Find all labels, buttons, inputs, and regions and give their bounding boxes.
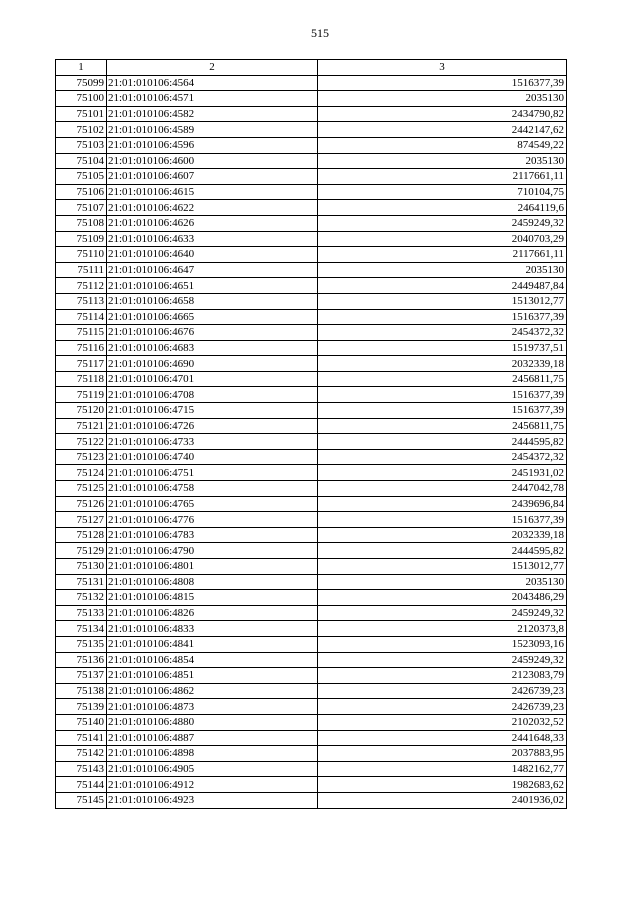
value-cell: 2434790,82 [318, 106, 567, 122]
value-cell: 2117661,11 [318, 169, 567, 185]
row-number-cell: 75132 [56, 590, 107, 606]
value-cell: 874549,22 [318, 137, 567, 153]
table-body [56, 75, 567, 808]
cadastral-number-cell: 21:01:010106:4600 [107, 153, 318, 169]
table-row [56, 605, 567, 621]
table-row [56, 278, 567, 294]
table-row [56, 481, 567, 497]
table-row [56, 465, 567, 481]
table-row [56, 699, 567, 715]
value-cell: 1982683,62 [318, 777, 567, 793]
cadastral-number-cell: 21:01:010106:4647 [107, 262, 318, 278]
table-row [56, 512, 567, 528]
row-number-cell: 75100 [56, 91, 107, 107]
value-cell: 2444595,82 [318, 543, 567, 559]
row-number-cell: 75127 [56, 512, 107, 528]
table-row [56, 668, 567, 684]
cadastral-number-cell: 21:01:010106:4665 [107, 309, 318, 325]
page-number: 515 [311, 26, 329, 40]
row-number-cell: 75139 [56, 699, 107, 715]
row-number-cell: 75105 [56, 169, 107, 185]
value-cell: 2464119,6 [318, 200, 567, 216]
table-row [56, 371, 567, 387]
table-row [56, 184, 567, 200]
table-row [56, 746, 567, 762]
cadastral-number-cell: 21:01:010106:4880 [107, 714, 318, 730]
table-row [56, 527, 567, 543]
value-cell: 1482162,77 [318, 761, 567, 777]
row-number-cell: 75143 [56, 761, 107, 777]
value-cell: 2035130 [318, 153, 567, 169]
value-cell: 2447042,78 [318, 481, 567, 497]
value-cell: 2035130 [318, 574, 567, 590]
value-cell: 2117661,11 [318, 247, 567, 263]
row-number-cell: 75138 [56, 683, 107, 699]
cadastral-number-cell: 21:01:010106:4808 [107, 574, 318, 590]
table-row [56, 559, 567, 575]
value-cell: 1516377,39 [318, 387, 567, 403]
value-cell: 1516377,39 [318, 403, 567, 419]
cadastral-number-cell: 21:01:010106:4640 [107, 247, 318, 263]
cadastral-number-cell: 21:01:010106:4851 [107, 668, 318, 684]
row-number-cell: 75129 [56, 543, 107, 559]
row-number-cell: 75145 [56, 792, 107, 808]
cadastral-number-cell: 21:01:010106:4701 [107, 371, 318, 387]
cadastral-number-cell: 21:01:010106:4676 [107, 325, 318, 341]
cadastral-number-cell: 21:01:010106:4887 [107, 730, 318, 746]
table-row [56, 761, 567, 777]
cadastral-number-cell: 21:01:010106:4790 [107, 543, 318, 559]
table-row [56, 262, 567, 278]
table-row [56, 200, 567, 216]
value-cell: 2449487,84 [318, 278, 567, 294]
table-row [56, 231, 567, 247]
row-number-cell: 75140 [56, 714, 107, 730]
row-number-cell: 75128 [56, 527, 107, 543]
row-number-cell: 75126 [56, 496, 107, 512]
table-row [56, 652, 567, 668]
row-number-cell: 75111 [56, 262, 107, 278]
row-number-cell: 75122 [56, 434, 107, 450]
cadastral-number-cell: 21:01:010106:4783 [107, 527, 318, 543]
table-row [56, 449, 567, 465]
cadastral-number-cell: 21:01:010106:4862 [107, 683, 318, 699]
row-number-cell: 75137 [56, 668, 107, 684]
cadastral-number-cell: 21:01:010106:4658 [107, 293, 318, 309]
value-cell: 1519737,51 [318, 340, 567, 356]
value-cell: 2442147,62 [318, 122, 567, 138]
cadastral-number-cell: 21:01:010106:4571 [107, 91, 318, 107]
cadastral-number-cell: 21:01:010106:4626 [107, 215, 318, 231]
value-cell: 2456811,75 [318, 371, 567, 387]
value-cell: 2459249,32 [318, 652, 567, 668]
value-cell: 1516377,39 [318, 309, 567, 325]
cadastral-number-cell: 21:01:010106:4726 [107, 418, 318, 434]
value-cell: 2454372,32 [318, 325, 567, 341]
table-row [56, 636, 567, 652]
value-cell: 1523093,16 [318, 636, 567, 652]
row-number-cell: 75101 [56, 106, 107, 122]
table-row [56, 356, 567, 372]
table-row [56, 153, 567, 169]
value-cell: 2040703,29 [318, 231, 567, 247]
table-row [56, 496, 567, 512]
cadastral-number-cell: 21:01:010106:4841 [107, 636, 318, 652]
cadastral-number-cell: 21:01:010106:4826 [107, 605, 318, 621]
column-header-1: 1 [56, 60, 107, 76]
value-cell: 1513012,77 [318, 559, 567, 575]
value-cell: 2454372,32 [318, 449, 567, 465]
cadastre-table [55, 59, 567, 809]
table-row [56, 325, 567, 341]
cadastral-number-cell: 21:01:010106:4596 [107, 137, 318, 153]
cadastral-number-cell: 21:01:010106:4633 [107, 231, 318, 247]
column-header-3: 3 [318, 60, 567, 76]
row-number-cell: 75102 [56, 122, 107, 138]
row-number-cell: 75112 [56, 278, 107, 294]
cadastral-number-cell: 21:01:010106:4683 [107, 340, 318, 356]
row-number-cell: 75136 [56, 652, 107, 668]
row-number-cell: 75120 [56, 403, 107, 419]
row-number-cell: 75131 [56, 574, 107, 590]
row-number-cell: 75141 [56, 730, 107, 746]
table-row [56, 730, 567, 746]
row-number-cell: 75109 [56, 231, 107, 247]
value-cell: 2035130 [318, 262, 567, 278]
cadastral-number-cell: 21:01:010106:4898 [107, 746, 318, 762]
value-cell: 2459249,32 [318, 215, 567, 231]
row-number-cell: 75116 [56, 340, 107, 356]
row-number-cell: 75121 [56, 418, 107, 434]
column-header-2: 2 [107, 60, 318, 76]
value-cell: 2043486,29 [318, 590, 567, 606]
value-cell: 1513012,77 [318, 293, 567, 309]
row-number-cell: 75124 [56, 465, 107, 481]
value-cell: 2456811,75 [318, 418, 567, 434]
cadastral-number-cell: 21:01:010106:4740 [107, 449, 318, 465]
table-row [56, 387, 567, 403]
value-cell: 2123083,79 [318, 668, 567, 684]
row-number-cell: 75118 [56, 371, 107, 387]
cadastral-number-cell: 21:01:010106:4622 [107, 200, 318, 216]
cadastral-number-cell: 21:01:010106:4758 [107, 481, 318, 497]
cadastral-number-cell: 21:01:010106:4873 [107, 699, 318, 715]
cadastral-number-cell: 21:01:010106:4582 [107, 106, 318, 122]
value-cell: 1516377,39 [318, 75, 567, 91]
cadastral-number-cell: 21:01:010106:4589 [107, 122, 318, 138]
value-cell: 2401936,02 [318, 792, 567, 808]
table-row [56, 91, 567, 107]
row-number-cell: 75144 [56, 777, 107, 793]
cadastral-number-cell: 21:01:010106:4801 [107, 559, 318, 575]
row-number-cell: 75135 [56, 636, 107, 652]
value-cell: 1516377,39 [318, 512, 567, 528]
cadastral-number-cell: 21:01:010106:4564 [107, 75, 318, 91]
row-number-cell: 75123 [56, 449, 107, 465]
value-cell: 2426739,23 [318, 699, 567, 715]
table-header [56, 60, 567, 76]
value-cell: 2439696,84 [318, 496, 567, 512]
value-cell: 2459249,32 [318, 605, 567, 621]
table-row [56, 621, 567, 637]
value-cell: 2120373,8 [318, 621, 567, 637]
value-cell: 2426739,23 [318, 683, 567, 699]
cadastral-number-cell: 21:01:010106:4923 [107, 792, 318, 808]
table-row [56, 683, 567, 699]
row-number-cell: 75117 [56, 356, 107, 372]
table-row [56, 434, 567, 450]
cadastral-number-cell: 21:01:010106:4607 [107, 169, 318, 185]
cadastral-number-cell: 21:01:010106:4651 [107, 278, 318, 294]
row-number-cell: 75107 [56, 200, 107, 216]
cadastral-number-cell: 21:01:010106:4715 [107, 403, 318, 419]
cadastral-number-cell: 21:01:010106:4708 [107, 387, 318, 403]
table-row [56, 714, 567, 730]
table-row [56, 418, 567, 434]
value-cell: 2035130 [318, 91, 567, 107]
value-cell: 2037883,95 [318, 746, 567, 762]
cadastral-number-cell: 21:01:010106:4833 [107, 621, 318, 637]
cadastral-number-cell: 21:01:010106:4912 [107, 777, 318, 793]
value-cell: 2441648,33 [318, 730, 567, 746]
row-number-cell: 75103 [56, 137, 107, 153]
row-number-cell: 75113 [56, 293, 107, 309]
table-row [56, 293, 567, 309]
header-row [56, 60, 567, 76]
table-row [56, 792, 567, 808]
table-row [56, 75, 567, 91]
table-row [56, 309, 567, 325]
table-row [56, 247, 567, 263]
table-row [56, 403, 567, 419]
table-row [56, 574, 567, 590]
cadastral-number-cell: 21:01:010106:4815 [107, 590, 318, 606]
row-number-cell: 75119 [56, 387, 107, 403]
row-number-cell: 75130 [56, 559, 107, 575]
value-cell: 710104,75 [318, 184, 567, 200]
table-row [56, 777, 567, 793]
cadastral-number-cell: 21:01:010106:4733 [107, 434, 318, 450]
value-cell: 2032339,18 [318, 527, 567, 543]
row-number-cell: 75134 [56, 621, 107, 637]
table-row [56, 340, 567, 356]
cadastral-number-cell: 21:01:010106:4854 [107, 652, 318, 668]
row-number-cell: 75114 [56, 309, 107, 325]
row-number-cell: 75142 [56, 746, 107, 762]
cadastral-number-cell: 21:01:010106:4690 [107, 356, 318, 372]
cadastral-number-cell: 21:01:010106:4776 [107, 512, 318, 528]
table-row [56, 122, 567, 138]
table-row [56, 169, 567, 185]
row-number-cell: 75104 [56, 153, 107, 169]
cadastral-number-cell: 21:01:010106:4765 [107, 496, 318, 512]
cadastral-number-cell: 21:01:010106:4615 [107, 184, 318, 200]
cadastral-number-cell: 21:01:010106:4905 [107, 761, 318, 777]
table-row [56, 137, 567, 153]
value-cell: 2444595,82 [318, 434, 567, 450]
value-cell: 2451931,02 [318, 465, 567, 481]
table-row [56, 543, 567, 559]
row-number-cell: 75133 [56, 605, 107, 621]
table-row [56, 106, 567, 122]
table-row [56, 590, 567, 606]
value-cell: 2032339,18 [318, 356, 567, 372]
value-cell: 2102032,52 [318, 714, 567, 730]
row-number-cell: 75106 [56, 184, 107, 200]
row-number-cell: 75108 [56, 215, 107, 231]
row-number-cell: 75099 [56, 75, 107, 91]
table-row [56, 215, 567, 231]
row-number-cell: 75115 [56, 325, 107, 341]
row-number-cell: 75125 [56, 481, 107, 497]
row-number-cell: 75110 [56, 247, 107, 263]
cadastral-number-cell: 21:01:010106:4751 [107, 465, 318, 481]
